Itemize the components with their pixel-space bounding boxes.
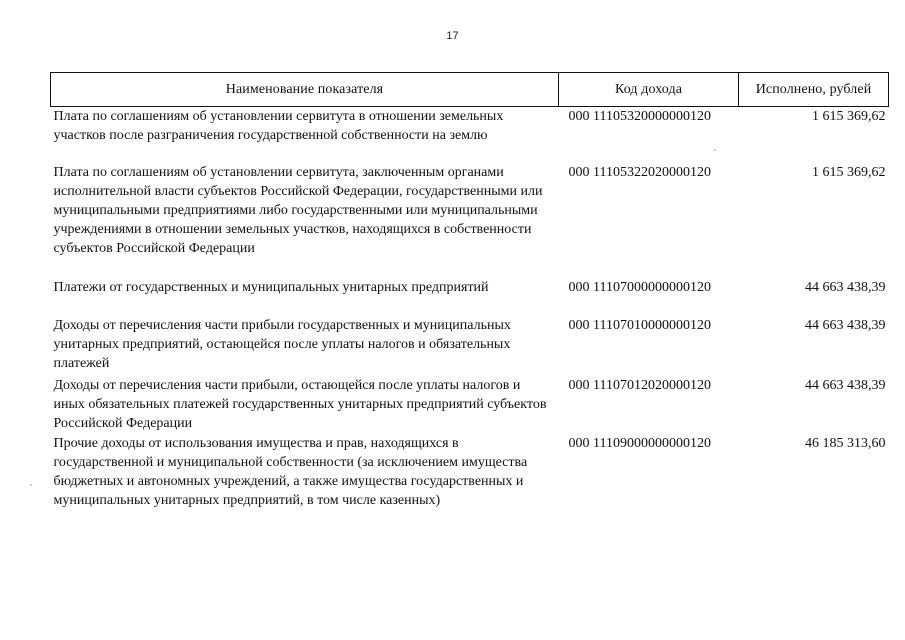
row-revenue-code: 000 11105322020000120 — [568, 165, 711, 180]
revenue-table-container — [50, 72, 888, 534]
header-indicator-name: Наименование показателя — [51, 73, 559, 107]
row-executed-amount: 1 615 369,62 — [812, 109, 886, 124]
row-revenue-code: 000 11107012020000120 — [568, 378, 711, 393]
table-body — [51, 107, 889, 535]
table-row — [51, 278, 889, 316]
row-indicator-name: Плата по соглашениям об установлении сервитута, заключенным органами исполнительной власти субъектов Российской Федерации, государственными или муниципальными предприятиями либо государственными или муниципальными учреждениями в отношении земельных участков, находящихся в собственности субъектов Российской Федерации — [53, 165, 543, 256]
revenue-table — [50, 72, 889, 534]
row-indicator-name: Прочие доходы от использования имущества и прав, находящихся в государственной и муниципальной собственности (за исключением имущества бюджетных и автономных учреждений, а также имущества государственных и муниципальных унитарных предприятий, в том числе казенных) — [53, 436, 528, 508]
row-revenue-code: 000 11107010000000120 — [568, 318, 711, 333]
table-row — [51, 434, 889, 534]
row-indicator-name: Доходы от перечисления части прибыли государственных и муниципальных унитарных предприятий, остающейся после уплаты налогов и обязательных платежей — [53, 318, 511, 371]
row-revenue-code: 000 11105320000000120 — [568, 109, 711, 124]
scan-speck — [30, 484, 32, 486]
row-indicator-name: Плата по соглашениям об установлении сервитута в отношении земельных участков после разграничения государственной собственности на землю — [53, 109, 504, 143]
row-revenue-code: 000 11107000000000120 — [568, 280, 711, 295]
row-executed-amount: 46 185 313,60 — [805, 436, 886, 451]
table-row — [51, 107, 889, 164]
row-indicator-name: Платежи от государственных и муниципальных унитарных предприятий — [53, 280, 489, 295]
header-executed-amount: Исполнено, рублей — [739, 73, 889, 107]
row-revenue-code: 000 11109000000000120 — [568, 436, 711, 451]
header-row — [51, 73, 889, 107]
row-indicator-name: Доходы от перечисления части прибыли, остающейся после уплаты налогов и иных обязательных платежей государственных унитарных предприятий субъектов Российской Федерации — [53, 378, 547, 431]
scan-speck — [714, 149, 716, 151]
header-revenue-code: Код дохода — [559, 73, 739, 107]
page-number: 17 — [446, 30, 459, 42]
table-row — [51, 376, 889, 434]
table-header — [51, 73, 889, 107]
table-row — [51, 163, 889, 278]
row-executed-amount: 44 663 438,39 — [805, 318, 886, 333]
row-executed-amount: 44 663 438,39 — [805, 280, 886, 295]
table-row — [51, 316, 889, 376]
row-executed-amount: 1 615 369,62 — [812, 165, 886, 180]
row-executed-amount: 44 663 438,39 — [805, 378, 886, 393]
